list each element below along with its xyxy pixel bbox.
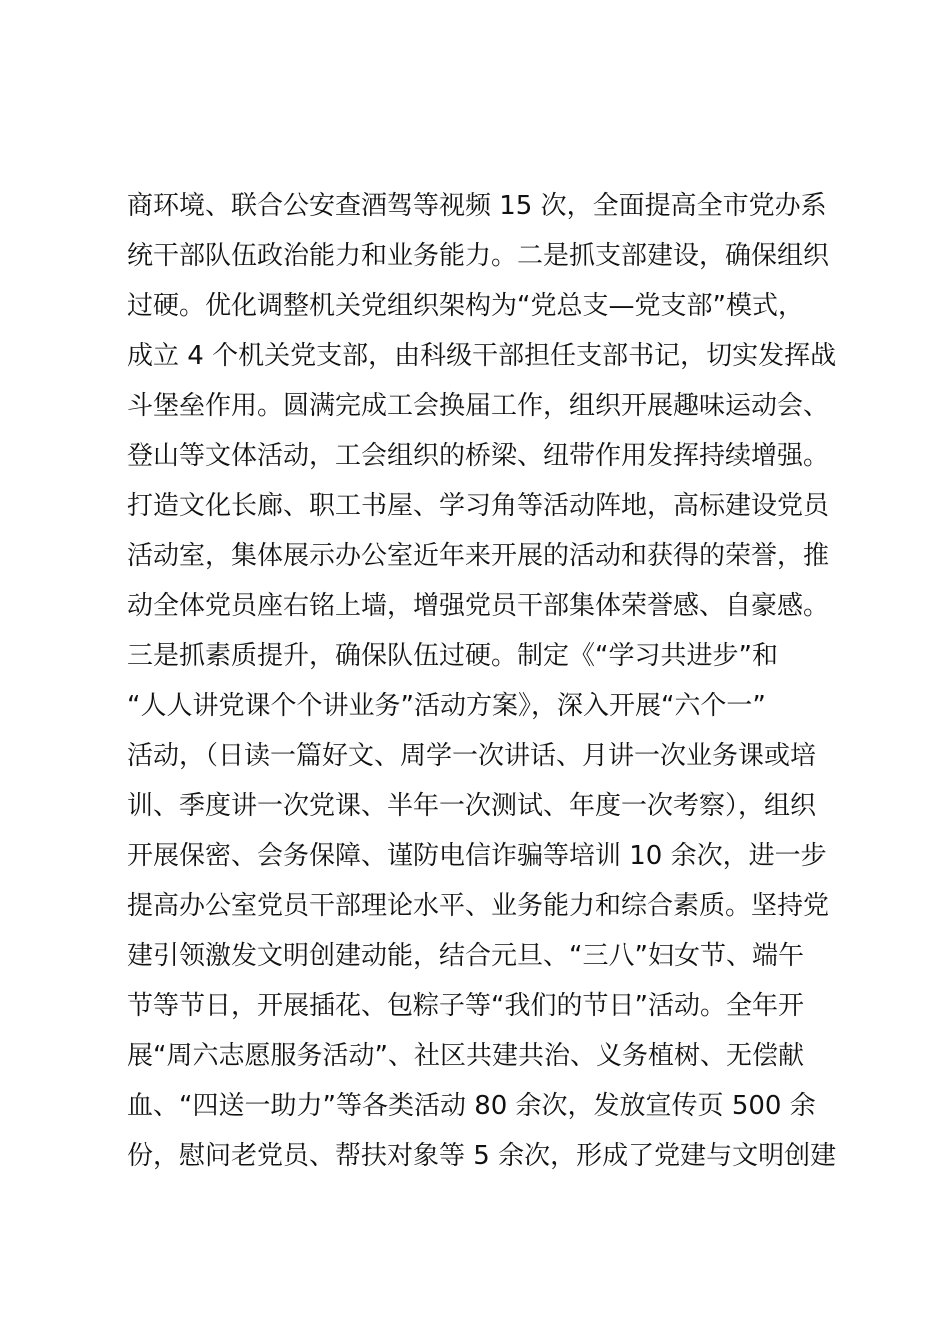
body-paragraph bbox=[127, 181, 847, 1181]
text-line: 建引领激发文明创建动能，结合元旦、“三八”妇女节、端午 bbox=[127, 941, 804, 971]
text-line: 血、“四送一助力”等各类活动 80 余次，发放宣传页 500 余 bbox=[127, 1091, 816, 1121]
text-line: 训、季度讲一次党课、半年一次测试、年度一次考察），组织 bbox=[127, 791, 817, 821]
text-line: “人人讲党课个个讲业务”活动方案》，深入开展“六个一” bbox=[127, 691, 766, 721]
text-line: 活动室，集体展示办公室近年来开展的活动和获得的荣誉，推 bbox=[127, 541, 830, 571]
text-line: 展“周六志愿服务活动”、社区共建共治、义务植树、无偿献 bbox=[127, 1041, 804, 1071]
text-line: 统干部队伍政治能力和业务能力。二是抓支部建设，确保组织 bbox=[127, 241, 830, 271]
text-line: 节等节日，开展插花、包粽子等“我们的节日”活动。全年开 bbox=[127, 991, 804, 1021]
text-line: 份，慰问老党员、帮扶对象等 5 余次，形成了党建与文明创建 bbox=[127, 1141, 837, 1171]
text-line: 三是抓素质提升，确保队伍过硬。制定《“学习共进步”和 bbox=[127, 641, 778, 671]
text-line: 成立 4 个机关党支部，由科级干部担任支部书记，切实发挥战 bbox=[127, 341, 837, 371]
text-line: 斗堡垒作用。圆满完成工会换届工作，组织开展趣味运动会、 bbox=[127, 391, 830, 421]
text-line: 打造文化长廊、职工书屋、学习角等活动阵地，高标建设党员 bbox=[127, 491, 830, 521]
text-line: 商环境、联合公安查酒驾等视频 15 次，全面提高全市党办系 bbox=[127, 191, 827, 221]
text-line: 登山等文体活动，工会组织的桥梁、纽带作用发挥持续增强。 bbox=[127, 441, 830, 471]
text-line: 过硬。优化调整机关党组织架构为“党总支—党支部”模式， bbox=[127, 291, 804, 321]
text-line: 动全体党员座右铭上墙，增强党员干部集体荣誉感、自豪感。 bbox=[127, 591, 830, 621]
text-line: 开展保密、会务保障、谨防电信诈骗等培训 10 余次，进一步 bbox=[127, 841, 827, 871]
text-line: 提高办公室党员干部理论水平、业务能力和综合素质。坚持党 bbox=[127, 891, 830, 921]
text-line: 活动，（日读一篇好文、周学一次讲话、月讲一次业务课或培 bbox=[127, 741, 817, 771]
